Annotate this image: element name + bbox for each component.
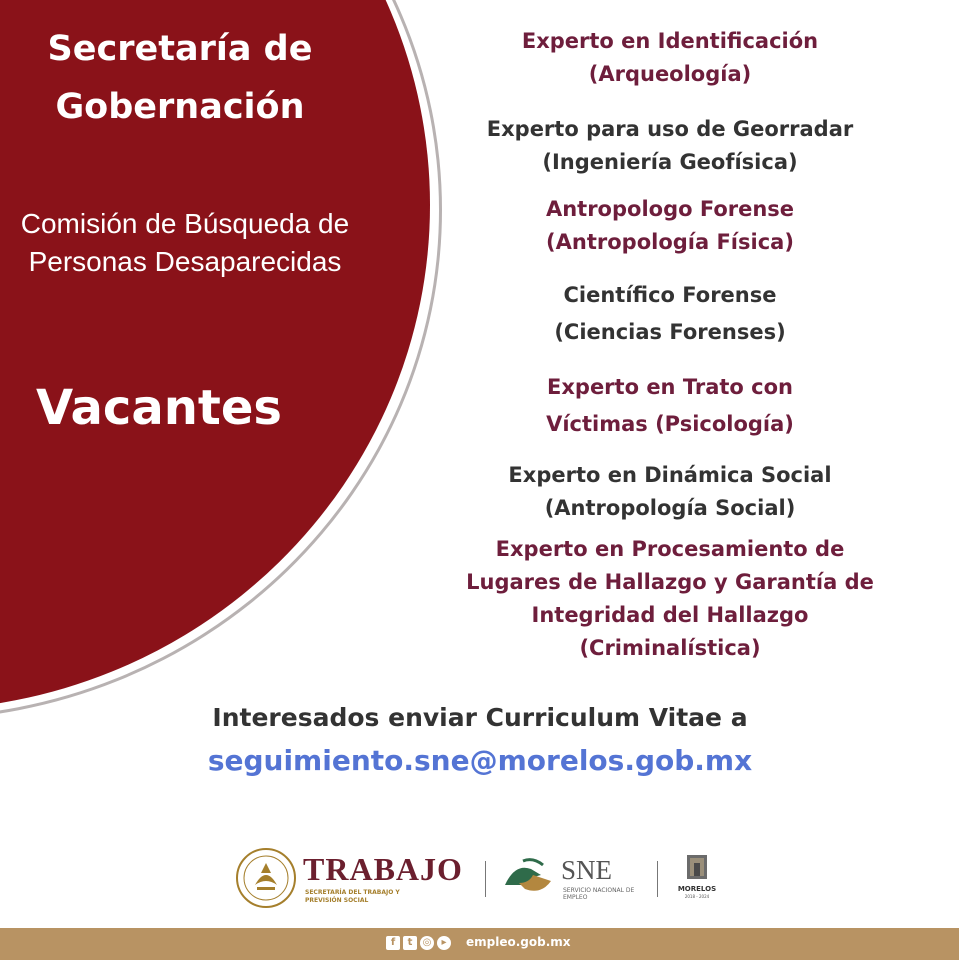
vacancy-item [445, 533, 895, 665]
vacancy-field: (Ingeniería Geofísica) [542, 150, 798, 174]
trabajo-subtitle: SECRETARÍA DEL TRABAJO Y PREVISIÓN SOCIAL [305, 889, 400, 904]
vacancy-title: Experto en Identificación [521, 29, 819, 53]
instagram-icon[interactable]: ◎ [420, 936, 434, 950]
vacancy-list [445, 25, 895, 665]
sne-subtitle: SERVICIO NACIONAL DE EMPLEO [563, 887, 635, 901]
vacancy-field: (Arqueología) [588, 62, 752, 86]
social-icons [386, 936, 451, 952]
contact-email-link[interactable]: seguimiento.sne@morelos.gob.mx [207, 744, 753, 777]
vacancy-item [445, 277, 895, 351]
vacancy-item [445, 113, 895, 179]
vacancy-item [445, 459, 895, 525]
sne-logo-text: SNE [561, 855, 613, 885]
morelos-name: MORELOS [677, 885, 717, 893]
vacancy-title: Experto en Dinámica Social [508, 463, 832, 487]
morelos-years: 2018 - 2024 [684, 894, 710, 899]
vacancy-item [445, 25, 895, 91]
vacancy-title: Experto en Procesamiento de Lugares de Hallazgo y Garantía de Integridad del Hallazgo [466, 537, 874, 627]
vacancy-field: (Criminalística) [579, 636, 761, 660]
vacancy-field: (Antropología Social) [544, 496, 796, 520]
vacancy-title: Antropologo Forense [545, 197, 795, 221]
footer-bar [0, 928, 959, 960]
twitter-icon[interactable]: t [403, 936, 417, 950]
headline-vacantes: Vacantes [36, 380, 282, 436]
organization-title: Secretaría de Gobernación [47, 29, 313, 127]
youtube-icon[interactable]: ▸ [437, 936, 451, 950]
vacancy-title: Experto para uso de Georradar [486, 117, 854, 141]
vacancy-item [445, 193, 895, 259]
trabajo-logo-text: TRABAJO [303, 851, 463, 887]
vacancy-title: Científico Forense [563, 283, 777, 307]
logo-divider [485, 861, 486, 897]
logo-bar [235, 845, 735, 915]
cta-text: Interesados enviar Curriculum Vitae a [212, 703, 748, 732]
facebook-icon[interactable]: f [386, 936, 400, 950]
morelos-crest-icon [685, 853, 709, 885]
logo-divider [657, 861, 658, 897]
footer-url-link[interactable]: empleo.gob.mx [466, 935, 571, 949]
vacancy-title: Experto en Trato con [547, 375, 793, 399]
morelos-logo [673, 853, 721, 900]
vacancy-item [445, 369, 895, 443]
mexico-seal-icon [235, 847, 297, 909]
vacancy-field: (Ciencias Forenses) [554, 320, 786, 344]
handshake-icon [501, 855, 555, 897]
vacancy-field: Víctimas (Psicología) [546, 412, 794, 436]
vacancy-field: (Antropología Física) [546, 230, 794, 254]
commission-name: Comisión de Búsqueda de Personas Desaparecidas [20, 208, 350, 277]
